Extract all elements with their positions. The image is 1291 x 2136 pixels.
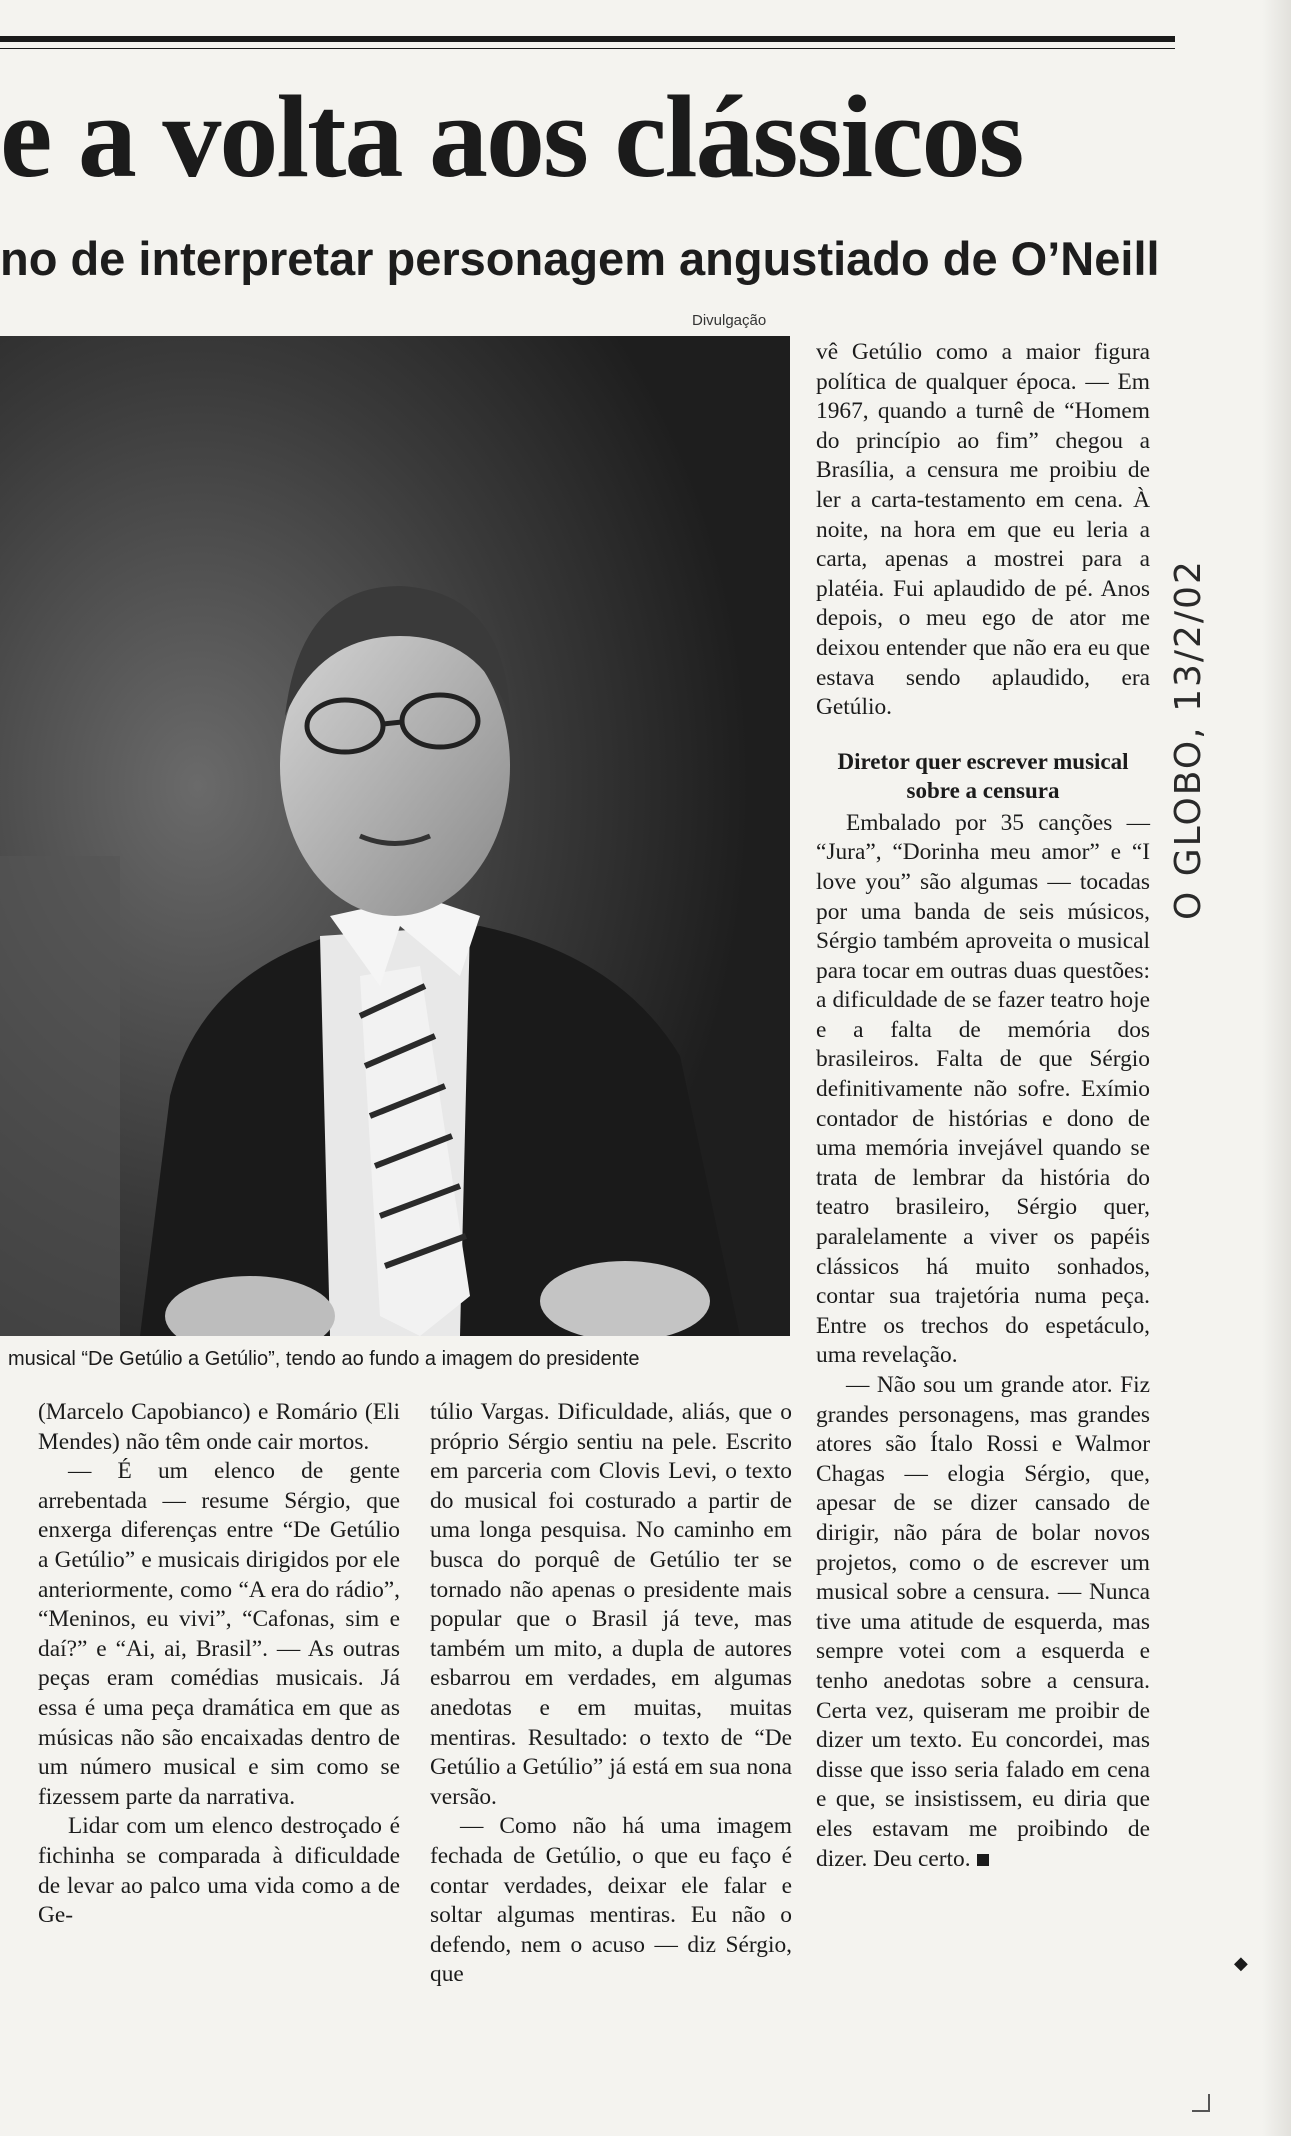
headline: e a volta aos clássicos xyxy=(0,71,1023,202)
top-rule xyxy=(0,36,1175,42)
col3-paragraph-3-text: — Não sou um grande ator. Fiz grandes personagens, mas grandes atores são Ítalo Rossi e Walmor Chagas — elogia Sérgio, que, apesar de se dizer cansado de dirigir, não pára de bolar novos projetos, como o de escrever um musical sobre a censura. — Nunca tive uma atitude de esquerda, mas sempre votei com a esquerda e tenho anedotas sobre a censura. Certa vez, quiseram me proibir de dizer um texto. Eu concordei, mas disse que isso seria falado em cena e que, se insistissem, eu diria que eles estavam me proibindo de dizer. Deu certo. xyxy=(816,1372,1150,1872)
col1-paragraph-3: Lidar com um elenco destroçado é fichinha se comparada à dificuldade de levar ao palco uma vida como a de Ge- xyxy=(38,1813,400,1929)
photo-illustration xyxy=(0,336,790,1336)
corner-crop-mark xyxy=(1192,2094,1210,2112)
article-column-3 xyxy=(816,338,1150,1874)
subheadline: no de interpretar personagem angustiado de O’Neill xyxy=(0,232,1160,285)
col2-paragraph-2: — Como não há uma imagem fechada de Getúlio, o que eu faço é contar verdades, deixar ele falar e soltar algumas mentiras. Eu não o defendo, nem o acuso — diz Sérgio, que xyxy=(430,1813,792,1988)
photo-credit: Divulgação xyxy=(692,312,767,329)
col3-paragraph-3 xyxy=(816,1371,1150,1874)
article-column-2 xyxy=(430,1398,792,1990)
photo-actor-on-stage xyxy=(0,336,790,1336)
col3-paragraph-2: Embalado por 35 canções — “Jura”, “Dorinha meu amor” e “I love you” são algumas — tocadas por uma banda de seis músicos, Sérgio também aproveita o musical para tocar em outras duas questões: a dificuldade de se fazer teatro hoje e a falta de memória dos brasileiros. Falta de que Sérgio definitivamente não sofre. Exímio contador de histórias e dono de uma memória invejável quando se trata de lembrar da história do teatro brasileiro, Sérgio quer, paralelamente a viver os papéis clássicos há muito sonhados, contar sua trajetória numa peça. Entre os trechos do espetáculo, uma revelação. xyxy=(816,809,1150,1369)
col2-paragraph-1: túlio Vargas. Dificuldade, aliás, que o próprio Sérgio sentiu na pele. Escrito em parceria com Clovis Levi, o texto do musical foi costurado a partir de uma longa pesquisa. No caminho em busca do porquê de Getúlio ter se tornado não apenas o presidente mais popular que o Brasil já teve, mas também um mito, a dupla de autores esbarrou em verdades, em algumas anedotas e em muitas, muitas mentiras. Resultado: o texto de “De Getúlio a Getúlio” já está em sua nona versão. xyxy=(430,1399,792,1810)
end-of-article-mark xyxy=(977,1854,989,1866)
handwritten-source-note: O GLOBO, 13/2/02 xyxy=(1168,559,1209,920)
col3-paragraph-1: vê Getúlio como a maior figura política de qualquer época. — Em 1967, quando a turnê de “Homem do princípio ao fim” chegou a Brasília, a censura me proibiu de ler a carta-testamento em cena. À noite, na hora em que eu leria a carta, apenas a mostrei para a platéia. Fui aplaudido de pé. Anos depois, o meu ego de ator me deixou entender que não era eu que estava sendo aplaudido, era Getúlio. xyxy=(816,339,1150,721)
photo-caption: musical “De Getúlio a Getúlio”, tendo ao fundo a imagem do presidente xyxy=(8,1348,640,1370)
top-thin-rule xyxy=(0,48,1175,49)
diamond-mark-icon: ◆ xyxy=(1234,1953,1248,1974)
col1-paragraph-2: — É um elenco de gente arrebentada — resume Sérgio, que enxerga diferenças entre “De Getúlio a Getúlio” e musicais dirigidos por ele anteriormente, como “A era do rádio”, “Meninos, eu vivi”, “Cafonas, sim e daí?” e “Ai, ai, Brasil”. — As outras peças eram comédias musicais. Já essa é uma peça dramática em que as músicas não são encaixadas dentro de um número musical e sim como se fizessem parte da narrativa. xyxy=(38,1458,400,1810)
paper-edge-shadow xyxy=(1262,0,1291,2136)
col1-paragraph-1: (Marcelo Capobianco) e Romário (Eli Mendes) não têm onde cair mortos. xyxy=(38,1399,400,1455)
article-column-1 xyxy=(38,1398,400,1931)
section-subheading: Diretor quer escrever musical sobre a censura xyxy=(837,748,1129,803)
